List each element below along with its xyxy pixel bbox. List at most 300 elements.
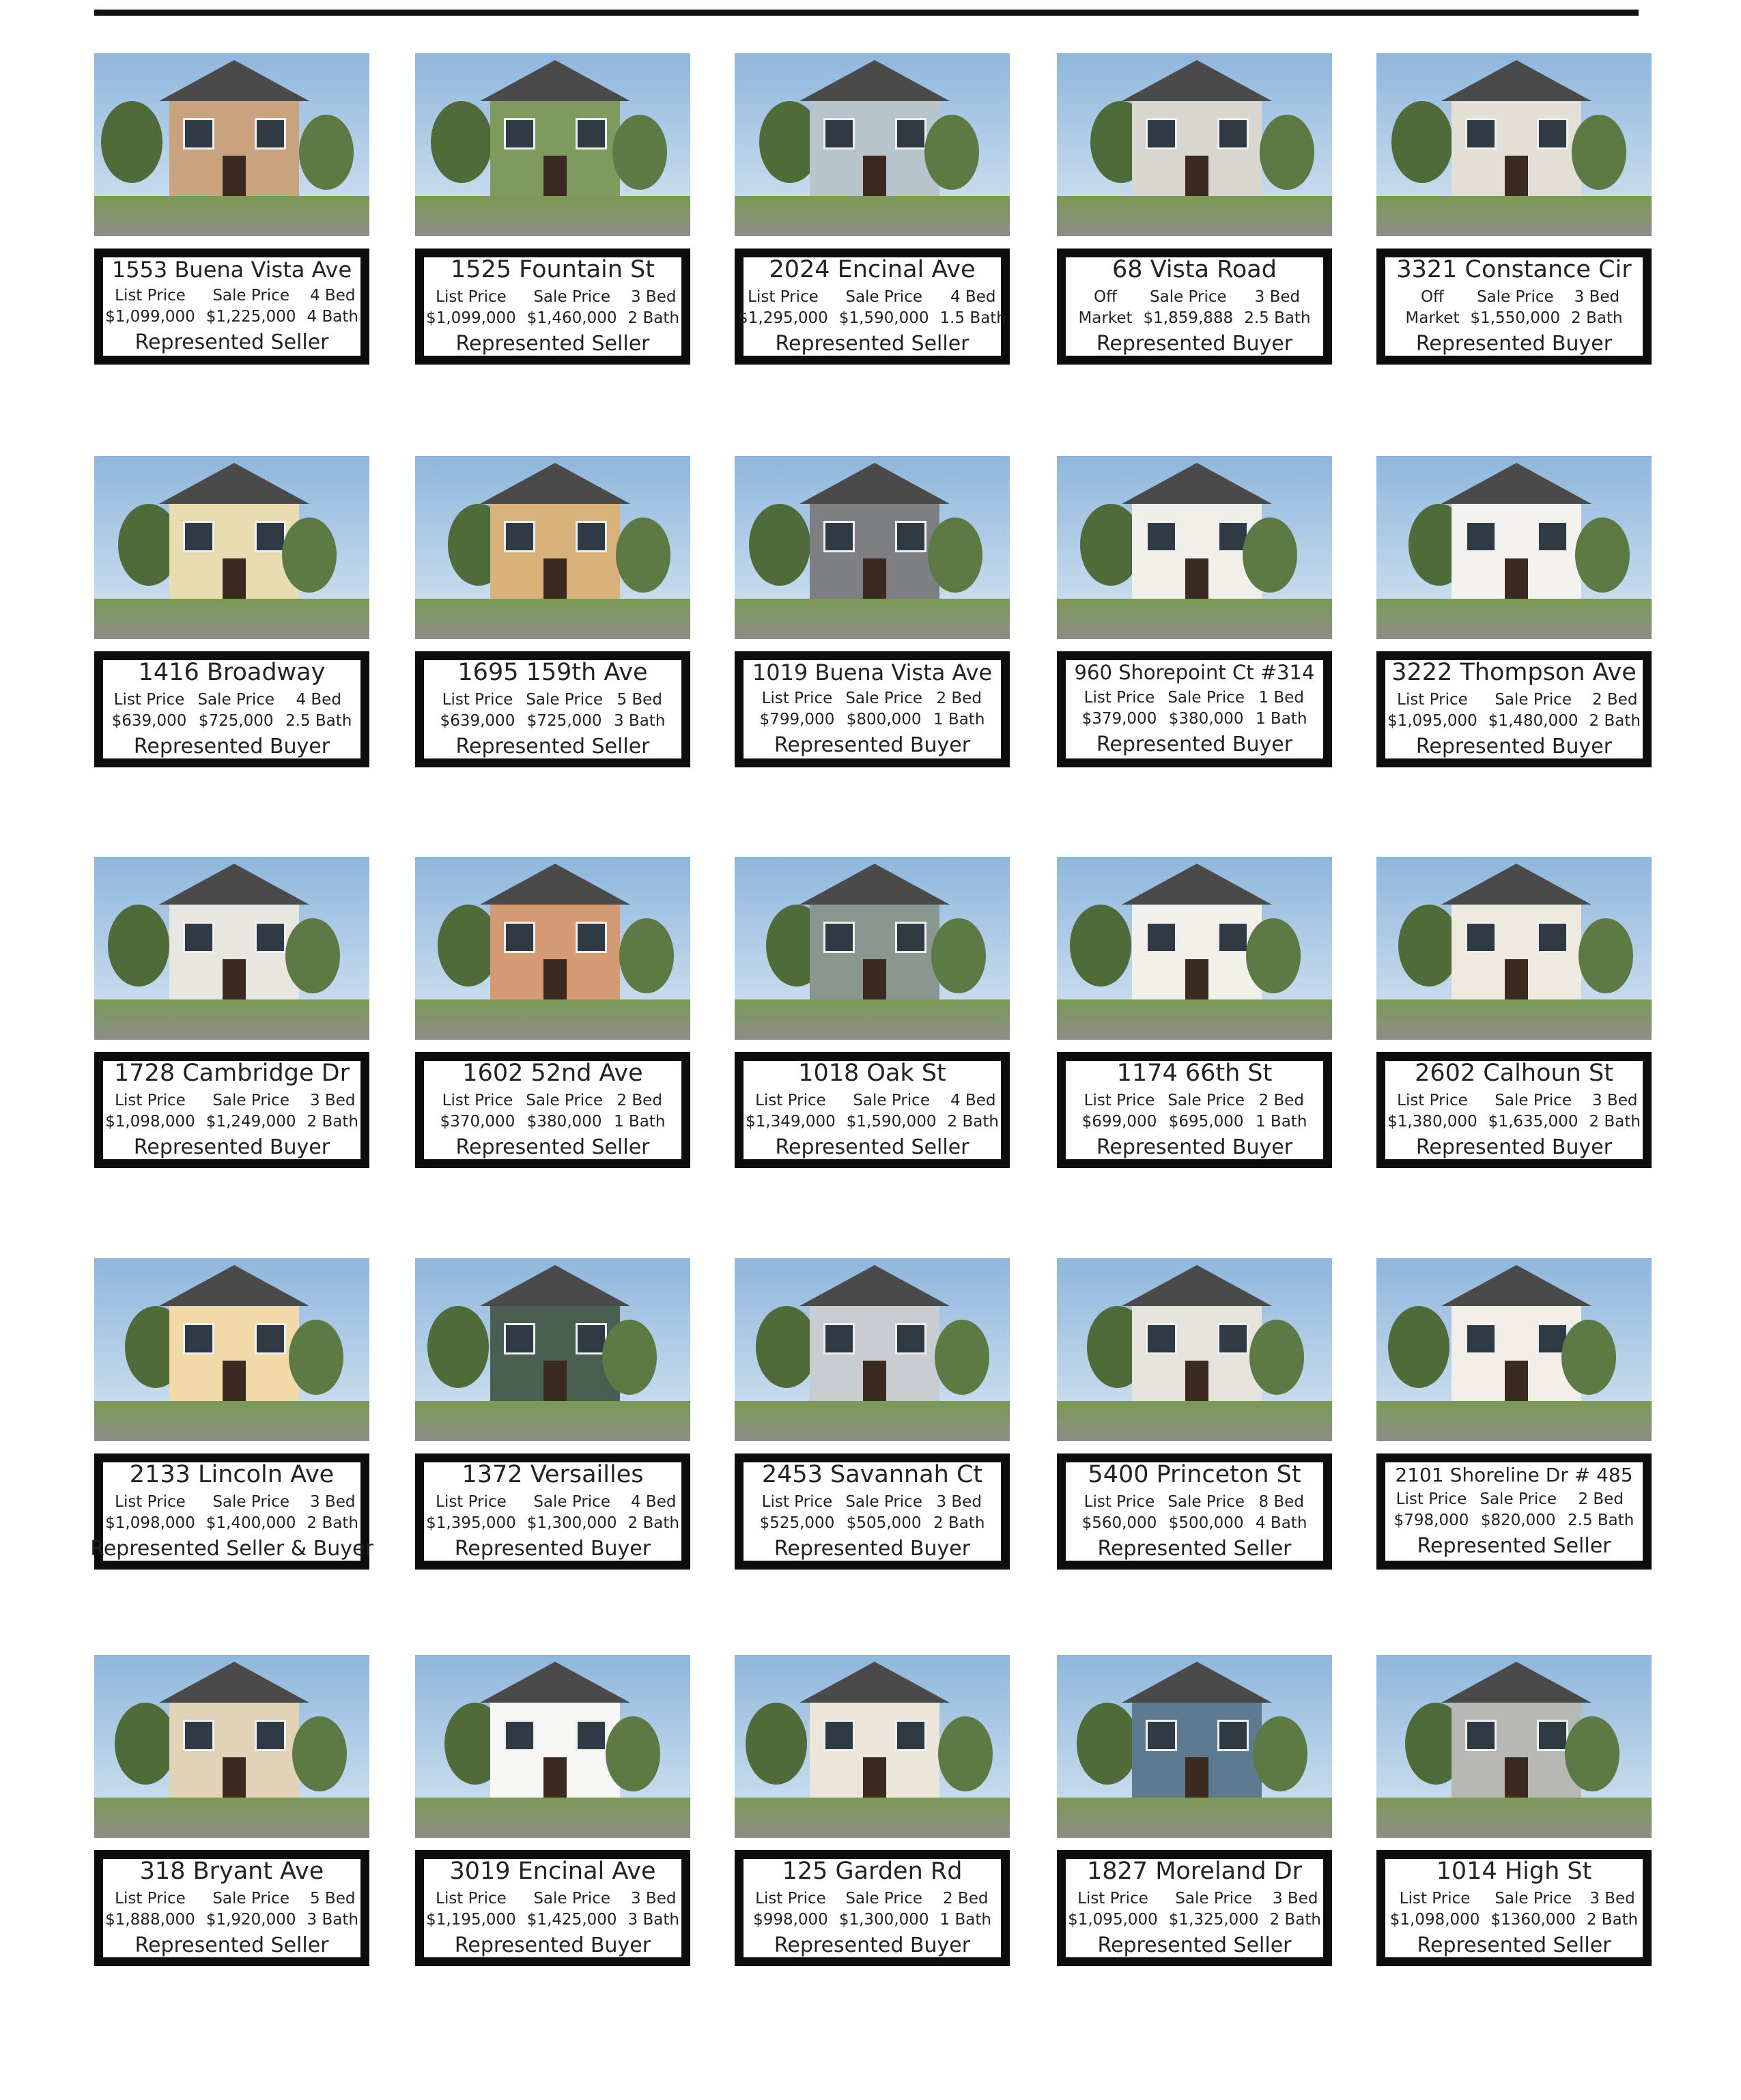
listing-info-box [1376, 651, 1652, 767]
listing-photo[interactable] [735, 1655, 1010, 1838]
bathrooms: 3 Bath [627, 1910, 679, 1929]
sale-price-label: Sale Price [1480, 1490, 1557, 1509]
represented-role: Represented Buyer [1415, 331, 1613, 356]
represented-role: Represented Seller [1417, 1933, 1611, 1957]
list-price-value: Market [1078, 309, 1133, 327]
list-price-label: List Price [436, 1492, 507, 1511]
listing-photo[interactable] [415, 456, 690, 639]
listing-card[interactable] [735, 857, 1010, 1168]
bathrooms: 4 Bath [1255, 1514, 1307, 1532]
represented-role: Represented Seller [1417, 1534, 1611, 1559]
bedrooms: 3 Bed [630, 1889, 677, 1907]
sale-price-label: Sale Price [1495, 690, 1572, 709]
sale-price-label: Sale Price [845, 287, 922, 306]
sale-price-label: Sale Price [526, 1091, 603, 1109]
bathrooms: 2 Bath [933, 1514, 985, 1532]
bathrooms: 2 Bath [1269, 1910, 1321, 1929]
sale-price-value: $505,000 [846, 1514, 922, 1532]
represented-role: Represented Buyer [133, 734, 330, 758]
listing-photo[interactable] [94, 1655, 369, 1838]
sale-price-value: $1,225,000 [206, 308, 296, 326]
represented-role: Represented Buyer [1096, 1135, 1293, 1159]
listing-card[interactable] [735, 456, 1010, 767]
listing-info-box [1057, 249, 1332, 365]
listing-info-box [415, 1453, 690, 1570]
list-price-value: $798,000 [1393, 1512, 1469, 1530]
list-price-label: List Price [115, 1889, 186, 1907]
listing-info-box [1376, 1052, 1652, 1168]
sale-price-label: Sale Price [533, 1889, 610, 1907]
listing-stats [1078, 287, 1310, 329]
listing-address: 1827 Moreland Dr [1087, 1858, 1302, 1886]
listing-card[interactable] [94, 53, 369, 365]
bathrooms: 2 Bath [947, 1112, 999, 1131]
sale-price-value: $1,300,000 [526, 1514, 617, 1532]
list-price-value: $1,095,000 [1068, 1910, 1158, 1929]
listing-address: 3222 Thompson Ave [1391, 659, 1637, 687]
represented-role: Represented Buyer [774, 1933, 971, 1957]
listing-card[interactable] [415, 1655, 690, 1966]
list-price-label: List Price [1077, 1889, 1148, 1907]
list-price-value: $1,099,000 [426, 309, 516, 327]
listing-photo[interactable] [1057, 1655, 1332, 1838]
bedrooms: 1 Bed [1258, 688, 1304, 707]
listing-stats [1405, 287, 1622, 329]
listing-card[interactable] [1376, 456, 1652, 767]
listing-stats [738, 287, 1006, 329]
listing-address: 1018 Oak St [798, 1060, 946, 1088]
listing-photo[interactable] [94, 456, 369, 639]
bedrooms: 4 Bed [309, 287, 356, 305]
listing-card[interactable] [1057, 857, 1332, 1168]
bathrooms: 1 Bath [613, 1112, 666, 1131]
sale-price-value: $1360,000 [1490, 1910, 1576, 1929]
sale-price-label: Sale Price [853, 1091, 930, 1109]
sale-price-value: $1,460,000 [526, 309, 617, 327]
listing-card[interactable] [415, 456, 690, 767]
represented-role: Represented Buyer [133, 1135, 330, 1159]
listing-card[interactable] [1057, 456, 1332, 767]
represented-role: Represented Seller [455, 1135, 650, 1159]
listing-address: 1728 Cambridge Dr [114, 1060, 350, 1088]
bedrooms: 2 Bed [942, 1889, 989, 1907]
sale-price-value: $1,480,000 [1488, 711, 1579, 730]
sale-price-value: $1,590,000 [838, 309, 929, 327]
bathrooms: 1 Bath [1255, 1112, 1307, 1131]
sale-price-value: $1,920,000 [206, 1910, 296, 1929]
represented-role: Represented Seller [455, 331, 650, 356]
list-price-label: List Price [1396, 1490, 1467, 1509]
bathrooms: 1.5 Bath [939, 309, 1006, 327]
listing-info-box [735, 1052, 1010, 1168]
represented-role: Represented Seller [455, 734, 650, 758]
listing-stats [105, 1888, 358, 1931]
sale-price-label: Sale Price [1476, 287, 1554, 306]
bathrooms: 1 Bath [1255, 709, 1307, 728]
list-price-label: List Price [748, 287, 819, 306]
listing-address: 2453 Savannah Ct [761, 1461, 983, 1489]
bedrooms: 4 Bed [950, 1091, 996, 1109]
bathrooms: 2.5 Bath [285, 711, 352, 730]
list-price-value: $1,349,000 [746, 1112, 836, 1131]
list-price-label: List Price [113, 690, 185, 709]
bedrooms: 3 Bed [630, 287, 677, 306]
listing-photo[interactable] [94, 1258, 369, 1441]
list-price-label: List Price [1084, 1091, 1155, 1109]
listing-stats [1387, 690, 1641, 732]
list-price-value: $525,000 [759, 1514, 835, 1532]
listing-photo[interactable] [735, 1258, 1010, 1441]
listing-card[interactable] [735, 1258, 1010, 1570]
list-price-label: List Price [1397, 690, 1468, 709]
list-price-label: List Price [1084, 688, 1155, 707]
bathrooms: 2 Bath [307, 1514, 358, 1532]
represented-role: Represented Buyer [1096, 732, 1293, 756]
list-price-value: $370,000 [440, 1112, 515, 1131]
sale-price-label: Sale Price [845, 1492, 922, 1511]
list-price-label: List Price [755, 1889, 826, 1907]
listing-stats [746, 1090, 999, 1133]
list-price-label: List Price [115, 1492, 186, 1511]
sale-price-label: Sale Price [845, 690, 922, 708]
listing-stats [105, 1492, 358, 1534]
listing-stats [440, 690, 666, 732]
represented-role: Represented Seller [775, 1135, 969, 1159]
listing-address: 3019 Encinal Ave [449, 1858, 656, 1886]
listing-photo[interactable] [94, 53, 369, 236]
sale-price-value: $725,000 [198, 711, 274, 730]
bathrooms: 2 Bath [1589, 711, 1641, 730]
listing-card[interactable] [1057, 1258, 1332, 1570]
listing-card[interactable] [1376, 1655, 1652, 1966]
sale-price-value: $695,000 [1168, 1112, 1244, 1131]
listing-stats [112, 690, 352, 732]
listing-stats [760, 1492, 985, 1534]
bathrooms: 2 Bath [1586, 1910, 1639, 1929]
listing-info-box [90, 1453, 373, 1570]
bedrooms: 4 Bed [950, 287, 996, 306]
listing-address: 1019 Buena Vista Ave [752, 659, 993, 685]
sale-price-value: $1,300,000 [838, 1910, 929, 1929]
sale-price-value: $800,000 [846, 711, 922, 729]
listing-info-box [1057, 1052, 1332, 1168]
listing-card[interactable] [1376, 857, 1652, 1168]
sale-price-value: $1,249,000 [206, 1112, 296, 1131]
represented-role: Represented Buyer [774, 733, 971, 758]
bathrooms: 2.5 Bath [1568, 1512, 1634, 1530]
listing-address: 2024 Encinal Ave [769, 256, 976, 284]
listing-address: 1525 Fountain St [450, 256, 655, 284]
listing-card[interactable] [415, 857, 690, 1168]
listing-stats [1390, 1888, 1639, 1931]
sale-price-label: Sale Price [212, 1091, 289, 1109]
listing-photo[interactable] [1057, 53, 1332, 236]
listing-card[interactable] [415, 53, 690, 365]
list-price-value: $379,000 [1081, 709, 1157, 728]
list-price-value: $1,095,000 [1387, 711, 1477, 730]
sale-price-label: Sale Price [533, 1492, 610, 1511]
bedrooms: 2 Bed [1578, 1490, 1624, 1509]
represented-role: Represented Buyer [1415, 1135, 1613, 1159]
listing-info-box [415, 1850, 690, 1966]
listing-photo[interactable] [415, 53, 690, 236]
listing-photo[interactable] [415, 1258, 690, 1441]
bedrooms: 3 Bed [1254, 287, 1301, 306]
represented-role: Represented Seller [135, 330, 329, 355]
listing-address: 960 Shorepoint Ct #314 [1074, 661, 1315, 685]
bathrooms: 2 Bath [627, 1514, 679, 1532]
listing-stats [1082, 687, 1307, 730]
bathrooms: 2.5 Bath [1244, 309, 1311, 327]
listing-stats [1082, 1492, 1307, 1534]
sale-price-label: Sale Price [1495, 1091, 1572, 1109]
bedrooms: 4 Bed [296, 690, 341, 709]
listing-photo[interactable] [1376, 53, 1652, 236]
listing-photo[interactable] [1376, 1655, 1652, 1838]
sale-price-label: Sale Price [1167, 1091, 1245, 1109]
listing-info-box [94, 1052, 369, 1168]
listing-info-box [1376, 1850, 1652, 1966]
listing-stats [753, 1888, 991, 1931]
listing-address: 1014 High St [1436, 1858, 1592, 1886]
listing-card[interactable] [94, 1655, 369, 1966]
listing-photo[interactable] [1376, 1258, 1652, 1441]
list-price-value: $1,099,000 [105, 308, 195, 326]
bedrooms: 2 Bed [1258, 1091, 1304, 1109]
list-price-label: List Price [436, 1889, 507, 1907]
listing-info-box [1057, 651, 1332, 767]
bathrooms: 2 Bath [307, 1112, 358, 1131]
list-price-label: List Price [755, 1091, 826, 1109]
sale-price-value: $380,000 [1168, 709, 1244, 728]
bathrooms: 1 Bath [933, 711, 985, 729]
listing-card[interactable] [1376, 1258, 1652, 1570]
bedrooms: 3 Bed [309, 1492, 356, 1511]
represented-role: Represented Buyer [454, 1536, 651, 1561]
represented-role: Represented Seller [1097, 1536, 1292, 1561]
listing-photo[interactable] [94, 857, 369, 1040]
sale-price-label: Sale Price [533, 287, 610, 306]
listing-info-box [735, 1850, 1010, 1966]
listing-photo[interactable] [1376, 857, 1652, 1040]
listing-info-box [94, 249, 369, 365]
list-price-label: Off [1093, 287, 1117, 306]
listing-address: 2101 Shoreline Dr # 485 [1395, 1463, 1633, 1486]
listing-address: 1553 Buena Vista Ave [111, 256, 352, 283]
listing-stats [1387, 1090, 1641, 1133]
represented-role: Represented Buyer [1096, 331, 1293, 356]
bedrooms: 5 Bed [617, 690, 662, 709]
sale-price-label: Sale Price [1167, 1492, 1245, 1511]
represented-role: Represented Buyer [774, 1536, 971, 1561]
represented-role: Represented Buyer [1415, 734, 1613, 758]
bedrooms: 3 Bed [1272, 1889, 1318, 1907]
top-divider-rule [94, 10, 1639, 16]
represented-role: Represented Buyer [454, 1933, 651, 1957]
sale-price-value: $500,000 [1168, 1514, 1244, 1532]
sale-price-value: $380,000 [526, 1112, 602, 1131]
listing-address: 1416 Broadway [138, 659, 326, 687]
list-price-value: $1,098,000 [1389, 1910, 1480, 1929]
listing-card[interactable] [735, 1655, 1010, 1966]
listing-photo[interactable] [1057, 857, 1332, 1040]
listing-stats [426, 1492, 679, 1534]
listing-info-box [1057, 1850, 1332, 1966]
listing-address: 2133 Lincoln Ave [129, 1461, 335, 1489]
listing-address: 5400 Princeton St [1088, 1461, 1301, 1489]
list-price-label: List Price [1084, 1492, 1155, 1511]
bathrooms: 4 Bath [307, 308, 358, 326]
listing-info-box [94, 1850, 369, 1966]
bedrooms: 5 Bed [309, 1889, 356, 1907]
bathrooms: 3 Bath [307, 1910, 358, 1929]
list-price-label: List Price [761, 690, 833, 708]
list-price-label: List Price [442, 1091, 513, 1109]
listing-photo[interactable] [1057, 1258, 1332, 1441]
list-price-value: $560,000 [1081, 1514, 1157, 1532]
listing-card[interactable] [735, 53, 1010, 365]
sale-price-label: Sale Price [212, 287, 289, 305]
sale-price-label: Sale Price [212, 1889, 289, 1907]
listing-card[interactable] [94, 456, 369, 767]
represented-role: Represented Seller [775, 331, 969, 356]
listing-info-box [735, 249, 1010, 365]
list-price-value: $799,000 [759, 711, 835, 729]
listing-info-box [415, 1052, 690, 1168]
listing-stats [760, 688, 985, 730]
listing-address: 1695 159th Ave [457, 659, 648, 687]
listing-stats [426, 287, 679, 329]
bedrooms: 4 Bed [630, 1492, 677, 1511]
listing-info-box [1376, 249, 1652, 365]
list-price-value: $1,195,000 [426, 1910, 516, 1929]
list-price-label: List Price [1397, 1091, 1468, 1109]
list-price-label: List Price [436, 287, 507, 306]
listing-photo[interactable] [735, 456, 1010, 639]
listing-address: 318 Bryant Ave [139, 1858, 324, 1886]
sale-price-value: $1,635,000 [1488, 1112, 1579, 1131]
listing-photo[interactable] [1376, 456, 1652, 639]
bedrooms: 3 Bed [1589, 1889, 1635, 1907]
sale-price-value: $1,550,000 [1470, 309, 1561, 327]
listing-info-box [1376, 1453, 1652, 1570]
bedrooms: 3 Bed [936, 1492, 982, 1511]
listing-card[interactable] [1057, 1655, 1332, 1966]
sale-price-label: Sale Price [1175, 1889, 1252, 1907]
sale-price-label: Sale Price [1495, 1889, 1572, 1907]
listing-stats [1394, 1489, 1634, 1531]
listing-address: 125 Garden Rd [782, 1858, 963, 1886]
listing-address: 1174 66th St [1116, 1060, 1273, 1088]
listing-photo[interactable] [415, 857, 690, 1040]
list-price-value: $998,000 [753, 1910, 828, 1929]
list-price-value: $1,888,000 [105, 1910, 195, 1929]
list-price-value: $699,000 [1081, 1112, 1157, 1131]
bathrooms: 2 Bath [627, 309, 679, 327]
bathrooms: 2 Bath [1589, 1112, 1641, 1131]
sale-price-value: $1,425,000 [526, 1910, 617, 1929]
list-price-value: $1,098,000 [105, 1514, 195, 1532]
listing-stats [1082, 1090, 1307, 1133]
list-price-label: List Price [761, 1492, 833, 1511]
listing-address: 2602 Calhoun St [1415, 1060, 1613, 1088]
bedrooms: 3 Bed [309, 1091, 356, 1109]
sale-price-value: $1,590,000 [846, 1112, 937, 1131]
sale-price-value: $820,000 [1480, 1512, 1556, 1530]
listing-info-box [415, 651, 690, 767]
listing-card[interactable] [415, 1258, 690, 1570]
bedrooms: 8 Bed [1258, 1492, 1304, 1511]
listing-address: 1372 Versailles [462, 1461, 644, 1489]
bedrooms: 3 Bed [1591, 1091, 1638, 1109]
represented-role: Represented Seller [1097, 1933, 1292, 1957]
bedrooms: 2 Bed [1591, 690, 1638, 709]
sale-price-label: Sale Price [526, 690, 603, 709]
list-price-value: $639,000 [440, 711, 515, 730]
list-price-label: List Price [1399, 1889, 1471, 1907]
list-price-label: List Price [442, 690, 513, 709]
listing-address: 3321 Constance Cir [1396, 256, 1632, 284]
list-price-value: $639,000 [111, 711, 187, 730]
listing-photo[interactable] [1057, 456, 1332, 639]
sale-price-value: $725,000 [526, 711, 602, 730]
list-price-label: List Price [115, 1091, 186, 1109]
listing-address: 1602 52nd Ave [462, 1060, 643, 1088]
sale-price-label: Sale Price [1150, 287, 1227, 306]
listing-stats [105, 1090, 358, 1133]
sale-price-label: Sale Price [212, 1492, 289, 1511]
list-price-label: List Price [115, 287, 186, 305]
list-price-value: $1,295,000 [738, 309, 828, 327]
bedrooms: 2 Bed [936, 690, 982, 708]
bathrooms: 1 Bath [939, 1910, 991, 1929]
sale-price-label: Sale Price [845, 1889, 922, 1907]
list-price-value: $1,380,000 [1387, 1112, 1477, 1131]
bedrooms: 2 Bed [617, 1091, 662, 1109]
list-price-value: Market [1405, 309, 1460, 327]
listing-info-box [735, 651, 1010, 767]
listing-card[interactable] [1057, 53, 1332, 365]
listing-stats [440, 1090, 666, 1133]
list-price-value: $1,395,000 [426, 1514, 516, 1532]
bedrooms: 3 Bed [1574, 287, 1620, 306]
sale-price-value: $1,400,000 [206, 1514, 296, 1532]
listing-photo[interactable] [415, 1655, 690, 1838]
listing-card[interactable] [90, 1258, 373, 1570]
sale-price-value: $1,325,000 [1168, 1910, 1259, 1929]
bathrooms: 3 Bath [613, 711, 666, 730]
listing-stats [426, 1888, 679, 1931]
listing-card[interactable] [1376, 53, 1652, 365]
list-price-label: Off [1420, 287, 1444, 306]
listing-address: 68 Vista Road [1112, 256, 1277, 284]
list-price-value: $1,098,000 [105, 1112, 195, 1131]
listing-stats [105, 285, 358, 328]
listing-photo[interactable] [735, 857, 1010, 1040]
listing-info-box [415, 249, 690, 365]
sale-price-label: Sale Price [1167, 688, 1245, 707]
represented-role: Represented Seller & Buyer [90, 1536, 373, 1561]
sale-price-label: Sale Price [197, 690, 275, 709]
listing-photo[interactable] [735, 53, 1010, 236]
bathrooms: 2 Bath [1571, 309, 1623, 327]
represented-role: Represented Seller [135, 1933, 329, 1957]
sale-price-value: $1,859,888 [1143, 309, 1234, 327]
listing-info-box [94, 651, 369, 767]
listing-stats [1068, 1888, 1321, 1931]
listing-info-box [1057, 1453, 1332, 1570]
listing-card[interactable] [94, 857, 369, 1168]
